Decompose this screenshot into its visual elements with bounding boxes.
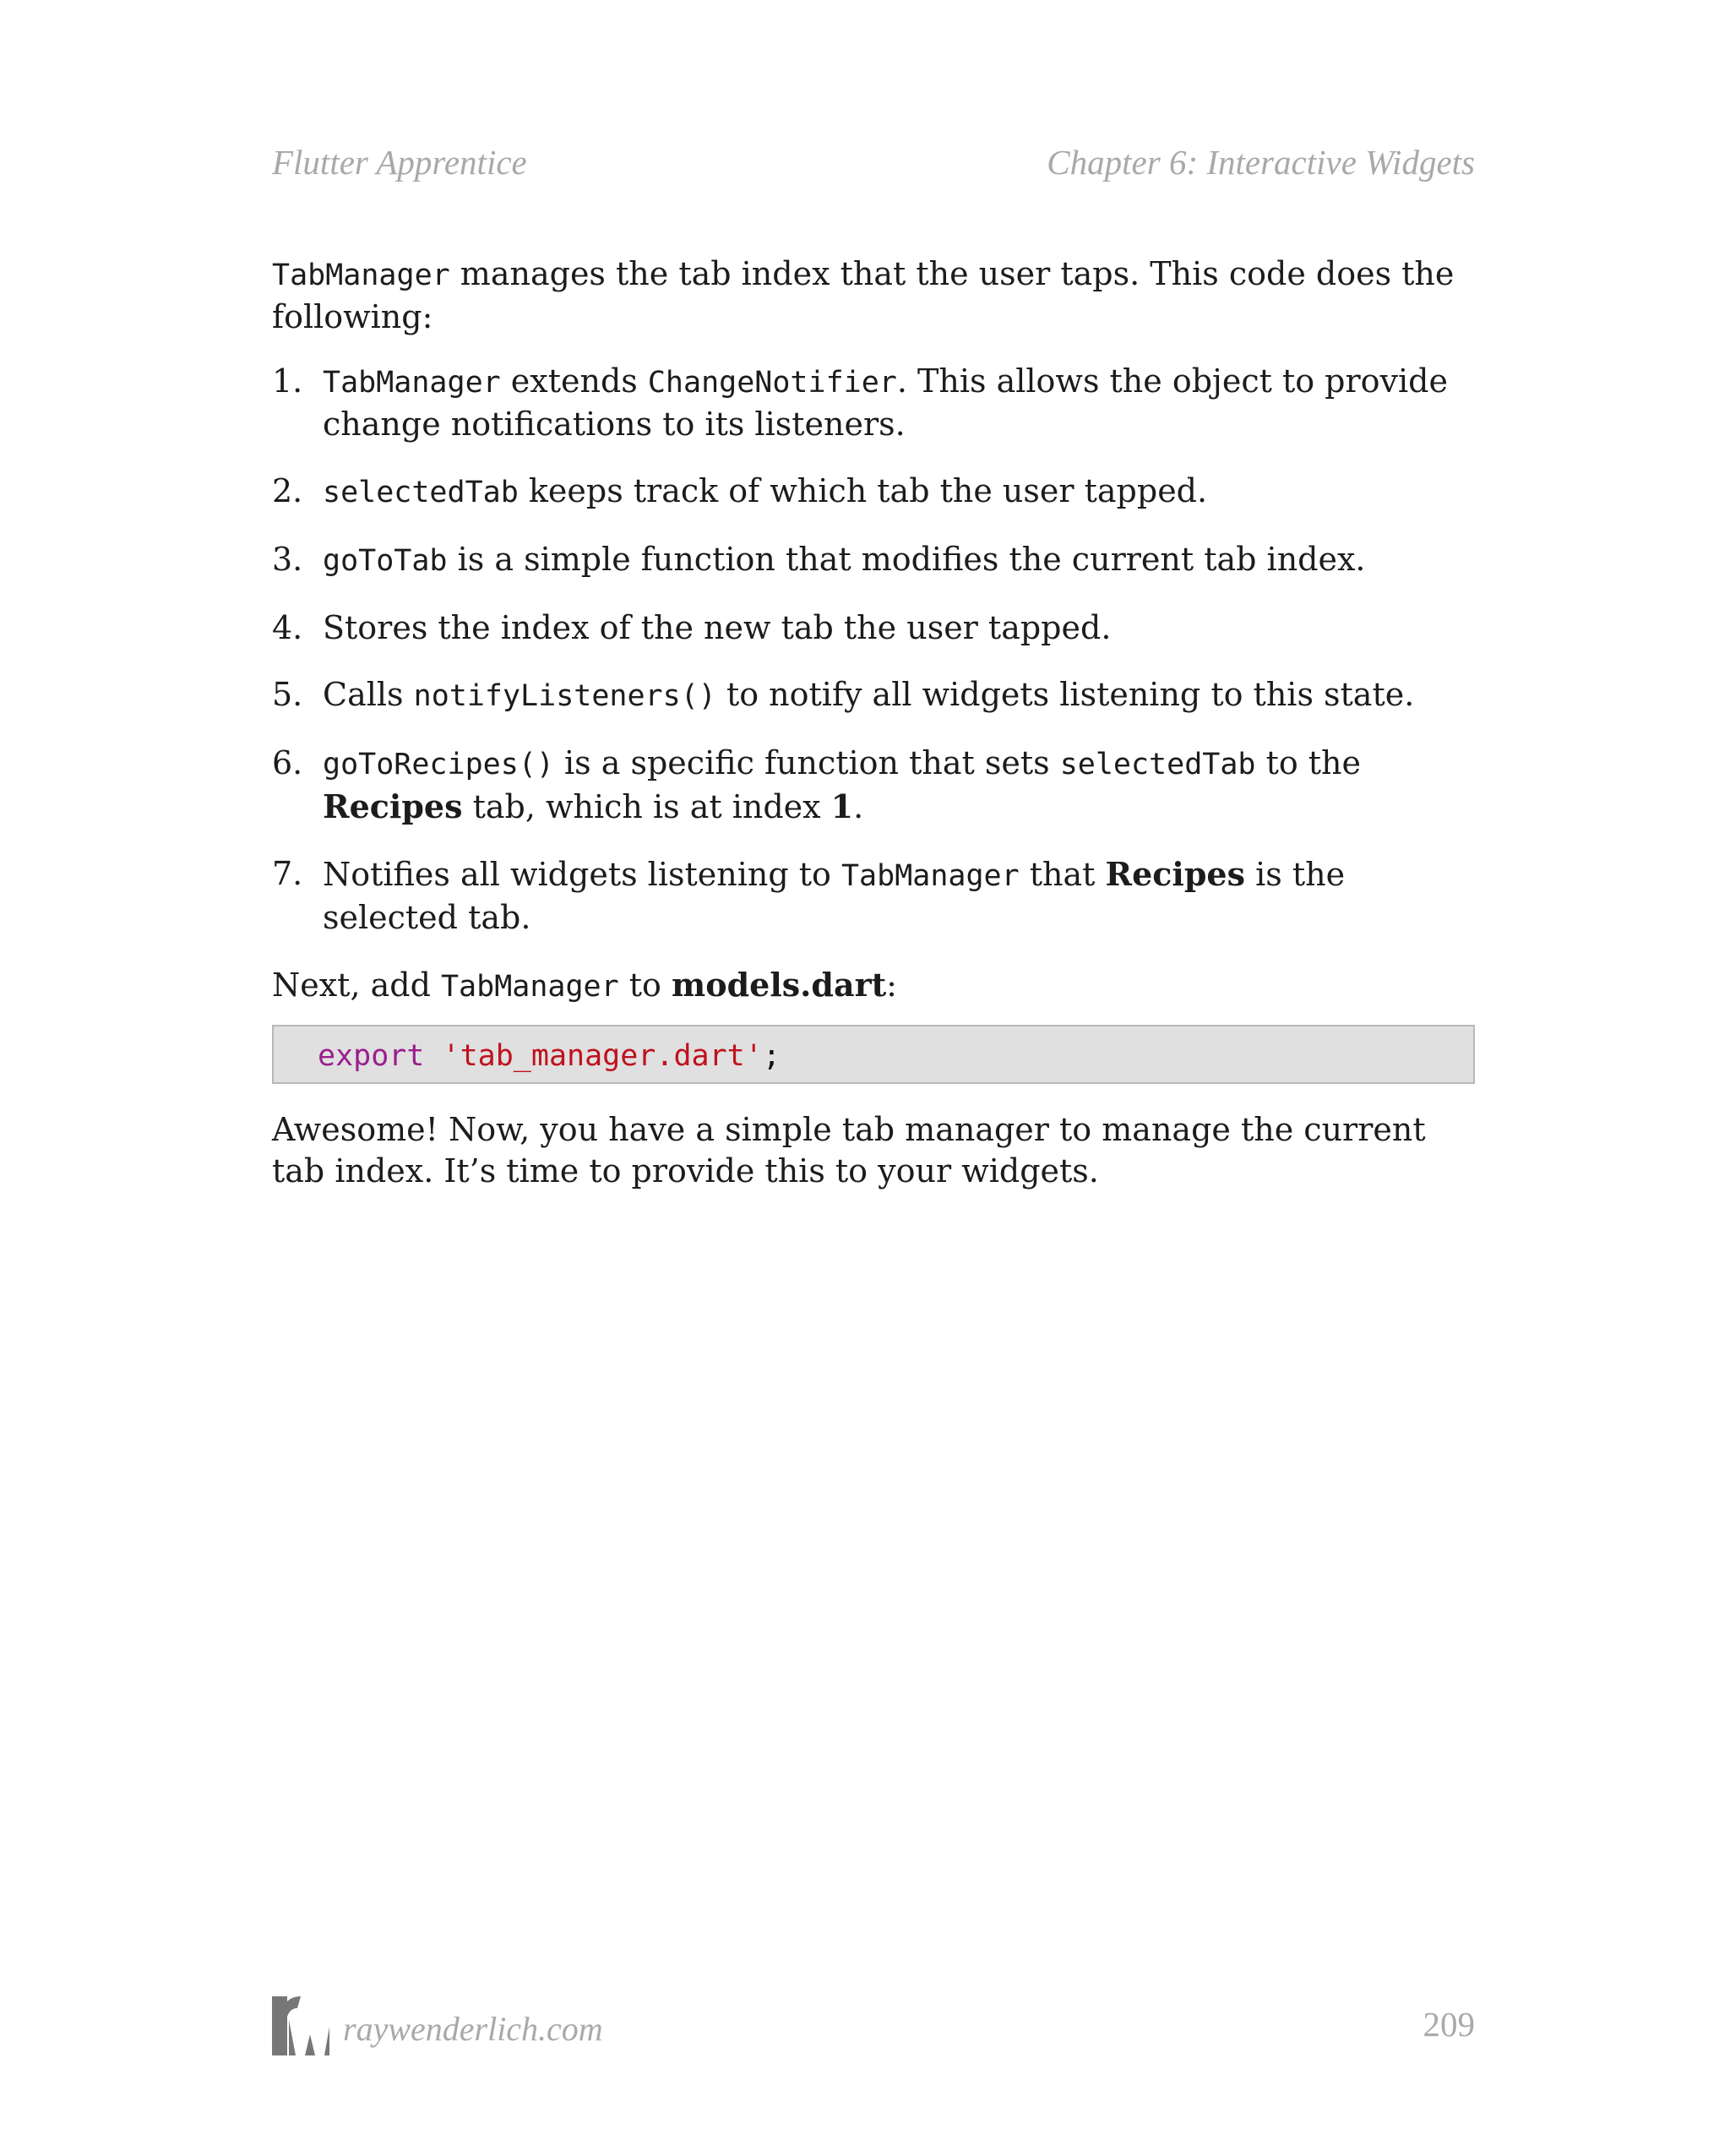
- list-item: 5. Calls notifyListeners() to notify all widgets listening to this state.: [272, 676, 1415, 713]
- list-item: 2. selectedTab keeps track of which tab the user tapped.: [272, 472, 1208, 509]
- page-header: [272, 142, 1475, 193]
- next-paragraph: Next, add TabManager to models.dart:: [272, 966, 897, 1004]
- list-item: 7. Notifies all widgets listening to TabManager that Recipes is the selected tab.: [272, 855, 1346, 936]
- book-title: Flutter Apprentice: [272, 143, 527, 182]
- page-number: 209: [1423, 2005, 1475, 2044]
- closing-paragraph: Awesome! Now, you have a simple tab manager to manage the current tab index. It’s time to provide this to your widgets.: [272, 1111, 1426, 1190]
- page-content: [272, 253, 1475, 1215]
- list-item: 4. Stores the index of the new tab the user tapped.: [272, 609, 1112, 646]
- list-item: 6. goToRecipes() is a specific function that sets selectedTab to the Recipes tab, which is at index 1.: [272, 744, 1362, 825]
- intro-paragraph: TabManager manages the tab index that the user taps. This code does the following:: [272, 255, 1455, 335]
- site-name: raywenderlich.com: [343, 2010, 603, 2048]
- list-item: 1. TabManager extends ChangeNotifier. This allows the object to provide change notifications to its listeners.: [272, 362, 1448, 443]
- raywenderlich-logo-icon: [272, 1996, 329, 2055]
- list-item: 3. goToTab is a simple function that modifies the current tab index.: [272, 541, 1366, 578]
- inline-code: TabManager: [272, 259, 450, 292]
- numbered-list: [272, 361, 1475, 939]
- chapter-title: Chapter 6: Interactive Widgets: [1047, 143, 1475, 182]
- code-keyword: export: [318, 1039, 425, 1073]
- code-string: 'tab_manager.dart': [442, 1039, 763, 1073]
- code-block[interactable]: export 'tab_manager.dart';: [272, 1025, 1475, 1084]
